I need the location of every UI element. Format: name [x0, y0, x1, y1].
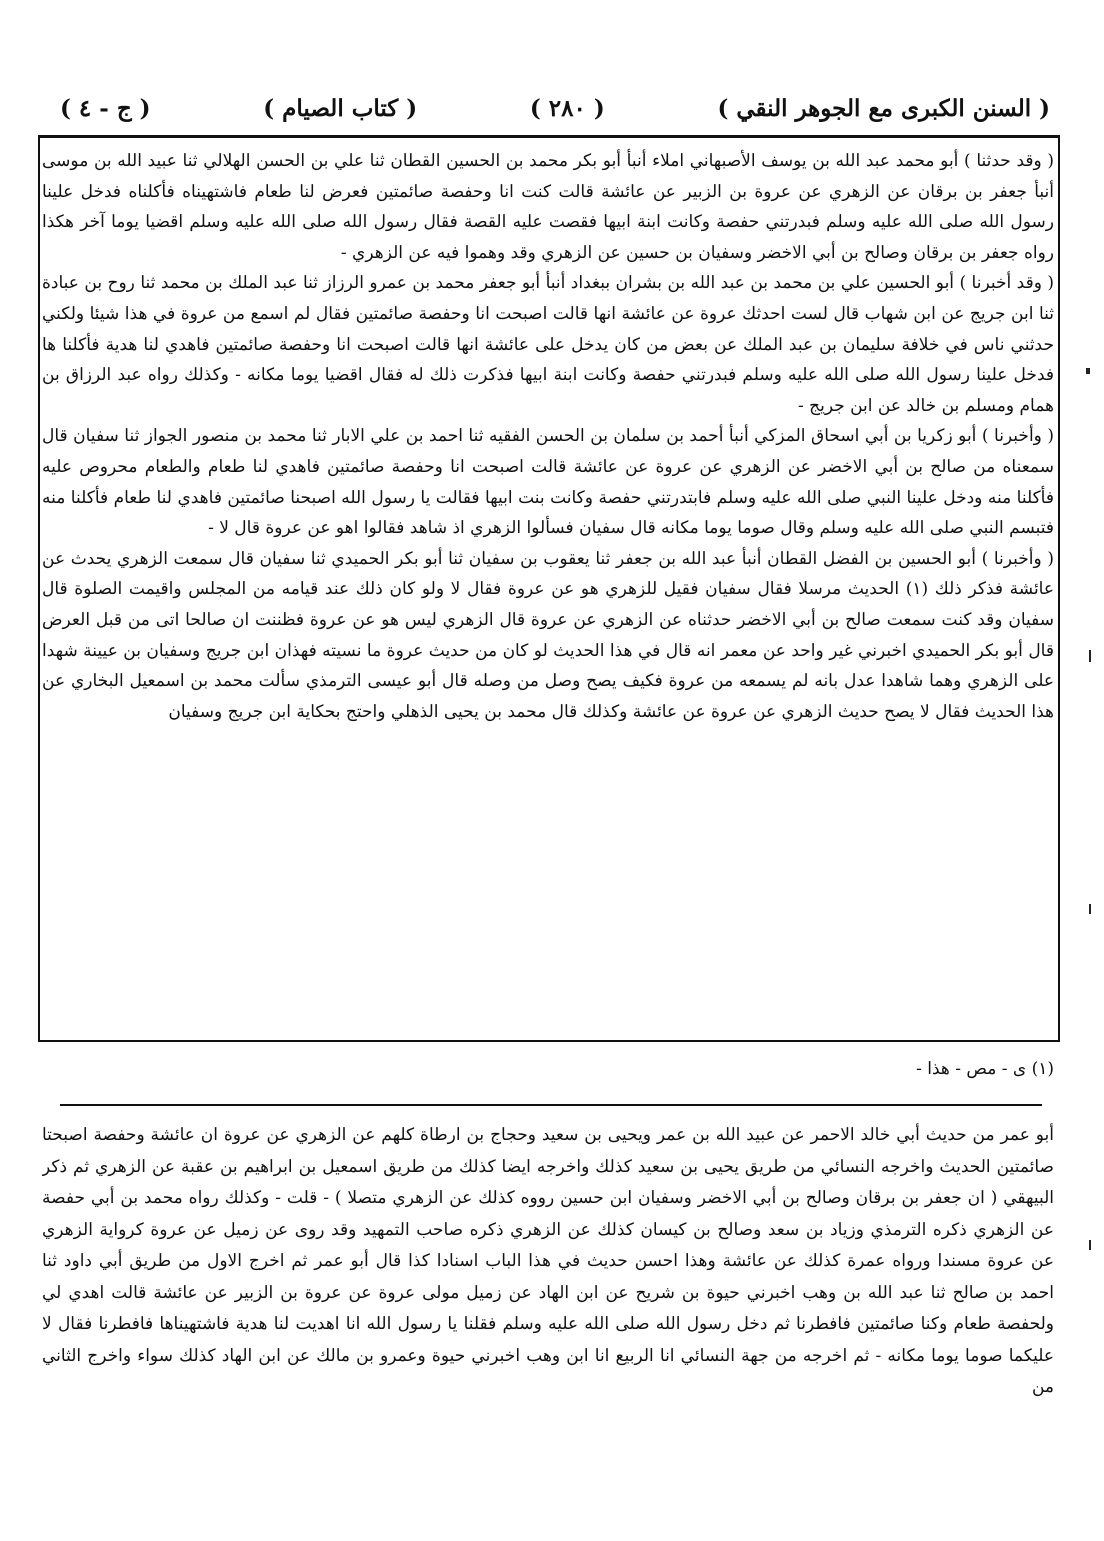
main-text — [42, 146, 1054, 1028]
margin-mark — [1089, 1240, 1091, 1250]
running-header — [60, 86, 1050, 130]
commentary-rule — [60, 1104, 1042, 1106]
footnote: (١) ى - مص - هذا - — [916, 1059, 1054, 1079]
volume-number: ( ج - ٤ ) — [60, 94, 151, 122]
book-title: ( السنن الكبرى مع الجوهر النقي ) — [717, 94, 1050, 122]
margin-mark — [1086, 368, 1090, 374]
header-rule — [38, 135, 1060, 138]
chapter-title: ( كتاب الصيام ) — [263, 94, 418, 122]
page-number: ( ٢٨٠ ) — [529, 94, 605, 122]
commentary-text: أبو عمر من حديث أبي خالد الاحمر عن عبيد الله بن عمر ويحيى بن سعيد وحجاج بن ارطاة كلهم عن الزهري عن عروة ان عائشة وحفصة اصبحتا صائمتين الحديث واخرجه النسائي من طريق يحيى بن سعيد كذلك واخرجه ايضا كذلك من طريق اسمعيل بن ابراهيم بن عقبة عن الزهري ثم ذكر البيهقي ( ان جعفر بن برقان وصالح بن أبي الاخضر وسفيان ابن حسين رووه كذلك عن الزهري متصلا ) - قلت - وكذلك رواه محمد بن أبي حفصة عن الزهري ذكره الترمذي وزياد بن سعد وصالح بن كيسان كذلك عن الزهري ذكره صاحب التمهيد وقد روى عن زميل عن عروة كرواية الزهري عن عروة مسندا ورواه عمرة كذلك عن عائشة وهذا احسن حديث في هذا الباب اسنادا كذا قال أبو عمر ثم اخرج الاول من طريق أبي داود ثنا احمد بن صالح ثنا عبد الله بن وهب اخبرني حيوة بن شريح عن ابن الهاد عن زميل مولى عروة عن عروة بن الزبير عن عائشة قالت اهدي لي ولحفصة طعام وكنا صائمتين فافطرنا ثم دخل رسول الله صلى الله عليه وسلم فقلنا يا رسول الله انا اهديت لنا هدية فاشتهيناها فافطرنا فقال لا عليكما صوما يوما مكانه - ثم اخرجه من جهة النسائي انا الربيع انا ابن وهب اخبرني حيوة وعمرو بن مالك عن ابن الهاد كذلك سواء واخرج الثاني من — [42, 1125, 1054, 1397]
hadith-paragraph: ( وأخبرنا ) أبو الحسين بن الفضل القطان أنبأ عبد الله بن جعفر ثنا يعقوب بن سفيان ثنا أبو بكر الحميدي ثنا سفيان قال سمعت الزهري يحدث عن عائشة فذكر ذلك (١) الحديث مرسلا فقال سفيان فقيل للزهري هو عن عروة فقال لا ولو كان ذلك عند قيامه من المجلس واقيمت الصلوة قال سفيان وقد كنت سمعت صالح بن أبي الاخضر حدثناه عن الزهري عن عروة قال الزهري ليس هو عن عروة فظننت ان صالحا اتى من قبل العرض قال أبو بكر الحميدي اخبرني غير واحد عن معمر انه قال في هذا الحديث لو كان من حديث عروة ما نسيته فهذان ابن جريج وسفيان بن عيينة شهدا على الزهري وهما شاهدا عدل بانه لم يسمعه من عروة فكيف يصح وصل من وصله قال أبو عيسى الترمذي سألت محمد بن اسمعيل البخاري عن هذا الحديث فقال لا يصح حديث الزهري عن عروة عن عائشة وكذلك قال محمد بن يحيى الذهلي واحتج بحكاية ابن جريج وسفيان — [42, 548, 1054, 722]
hadith-paragraph: ( وقد حدثنا ) أبو محمد عبد الله بن يوسف الأصبهاني املاء أنبأ أبو بكر محمد بن الحسين القطان ثنا علي بن الحسن الهلالي ثنا عبيد الله بن موسى أنبأ جعفر بن برقان عن الزهري عن عروة بن الزبير عن عائشة قالت كنت انا وحفصة صائمتين فعرض لنا طعام فاشتهيناه فأكلناه فدخل علينا رسول الله صلى الله عليه وسلم فبدرتني حفصة وكانت ابنة ابيها فقصت عليه القصة فقال رسول الله صلى الله عليه وسلم اقضيا يوما آخر هكذا رواه جعفر بن برقان وصالح بن أبي الاخضر وسفيان بن حسين عن الزهري وقد وهموا فيه عن الزهري - — [42, 151, 1054, 263]
margin-mark — [1089, 650, 1091, 662]
left-frame-line — [38, 135, 40, 1040]
hadith-paragraph: ( وأخبرنا ) أبو زكريا بن أبي اسحاق المزكي أنبأ أحمد بن سلمان بن الحسن الفقيه ثنا احمد بن علي الابار ثنا محمد بن منصور الجواز ثنا سفيان قال سمعناه من صالح بن أبي الاخضر عن الزهري عن عروة عن عائشة قالت اصبحت انا وحفصة صائمتين فاهدي لنا طعام والطعام محروص عليه فأكلنا منه ودخل علينا النبي صلى الله عليه وسلم فابتدرتني حفصة وكانت بنت ابيها فقالت يا رسول الله اصبحنا صائمتين فاهدي لنا طعام فأكلنا منه فتبسم النبي صلى الله عليه وسلم وقال صوما يوما مكانه قال سفيان فسألوا الزهري اذ شاهد فقالوا اهو عن عروة قال لا - — [42, 426, 1054, 539]
footnote-rule — [38, 1040, 1060, 1042]
right-frame-line — [1058, 135, 1060, 1040]
hadith-paragraph: ( وقد أخبرنا ) أبو الحسين علي بن محمد بن عبد الله بن بشران ببغداد أنبأ أبو جعفر محمد بن عمرو الرزاز ثنا عبد الملك بن محمد ثنا روح بن عبادة ثنا ابن جريج عن ابن شهاب قال لست احدثك عروة عن عائشة انها قالت اصبحت انا وحفصة صائمتين فقال لم اسمع من عروة في هذا شيئا ولكني حدثني ناس في خلافة سليمان بن عبد الملك عن بعض من كان يدخل على عائشة انها قالت اصبحت انا وحفصة صائمتين فاهدي لنا هدية فأكلنا ها فدخل علينا رسول الله صلى الله عليه وسلم فبدرتني حفصة وكانت ابنة ابيها فذكرت ذلك له فقال اقضيا يوما مكانه - وكذلك رواه عبد الرزاق بن همام ومسلم بن خالد عن ابن جريج - — [42, 273, 1054, 416]
margin-mark — [1089, 904, 1091, 914]
